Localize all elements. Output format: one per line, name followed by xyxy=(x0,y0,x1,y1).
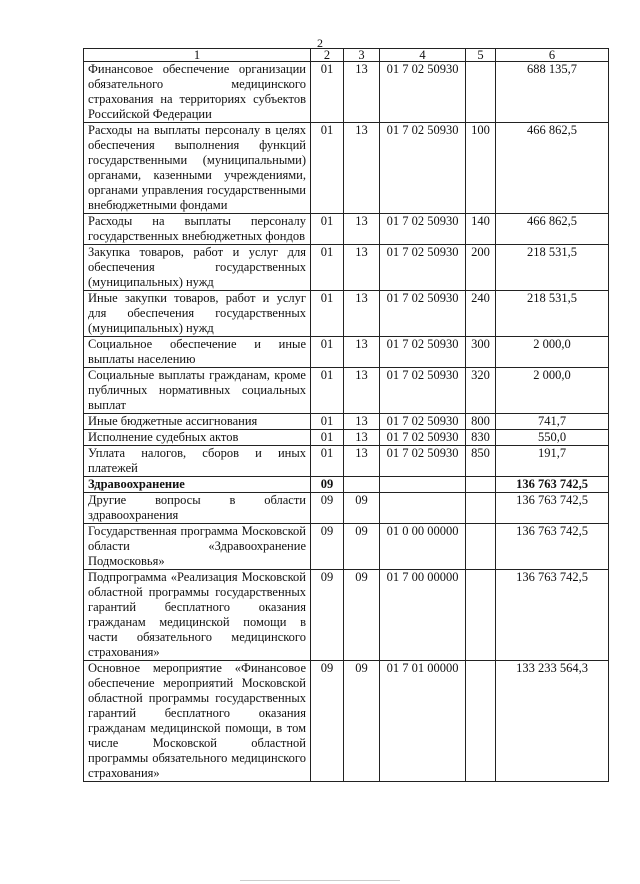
row-expense-type xyxy=(466,661,496,782)
table-row xyxy=(84,123,609,214)
row-amount: 136 763 742,5 xyxy=(496,493,609,524)
row-section: 01 xyxy=(311,414,344,430)
row-name: Закупка товаров, работ и услуг для обеспечения государственных (муниципальных) нужд xyxy=(84,245,311,291)
row-expense-type: 100 xyxy=(466,123,496,214)
row-subsection: 09 xyxy=(344,661,380,782)
row-expense-type: 850 xyxy=(466,446,496,477)
budget-table xyxy=(83,48,609,782)
row-subsection: 13 xyxy=(344,123,380,214)
row-expense-type: 320 xyxy=(466,368,496,414)
column-number-row xyxy=(84,49,609,62)
row-subsection: 13 xyxy=(344,337,380,368)
row-amount: 136 763 742,5 xyxy=(496,570,609,661)
row-name: Расходы на выплаты персоналу государственных внебюджетных фондов xyxy=(84,214,311,245)
table-row xyxy=(84,661,609,782)
table-row xyxy=(84,337,609,368)
row-expense-type: 800 xyxy=(466,414,496,430)
row-section: 01 xyxy=(311,337,344,368)
row-target-article: 01 7 02 50930 xyxy=(380,368,466,414)
row-expense-type xyxy=(466,493,496,524)
row-subsection: 13 xyxy=(344,62,380,123)
row-name: Расходы на выплаты персоналу в целях обеспечения выполнения функций государственными (муниципальными) органами, казенными учреждениями, органами управления государственными внебюджетными фондами xyxy=(84,123,311,214)
row-name: Другие вопросы в области здравоохранения xyxy=(84,493,311,524)
col-header-amount: 6 xyxy=(496,49,609,62)
row-section: 09 xyxy=(311,493,344,524)
row-subsection xyxy=(344,477,380,493)
row-name: Исполнение судебных актов xyxy=(84,430,311,446)
row-amount: 466 862,5 xyxy=(496,214,609,245)
row-amount: 688 135,7 xyxy=(496,62,609,123)
row-expense-type: 240 xyxy=(466,291,496,337)
row-name: Уплата налогов, сборов и иных платежей xyxy=(84,446,311,477)
row-section: 01 xyxy=(311,62,344,123)
row-name: Здравоохранение xyxy=(84,477,311,493)
table-row xyxy=(84,477,609,493)
row-amount: 2 000,0 xyxy=(496,337,609,368)
scan-edge-line xyxy=(240,880,400,881)
row-subsection: 09 xyxy=(344,570,380,661)
row-amount: 218 531,5 xyxy=(496,245,609,291)
row-name: Государственная программа Московской области «Здравоохранение Подмосковья» xyxy=(84,524,311,570)
row-amount: 136 763 742,5 xyxy=(496,524,609,570)
row-target-article: 01 7 00 00000 xyxy=(380,570,466,661)
table-row xyxy=(84,245,609,291)
row-section: 09 xyxy=(311,570,344,661)
col-header-expense-type: 5 xyxy=(466,49,496,62)
col-header-target-article: 4 xyxy=(380,49,466,62)
col-header-name: 1 xyxy=(84,49,311,62)
row-amount: 741,7 xyxy=(496,414,609,430)
table-row xyxy=(84,62,609,123)
table-row xyxy=(84,414,609,430)
row-target-article: 01 7 02 50930 xyxy=(380,214,466,245)
row-target-article: 01 7 01 00000 xyxy=(380,661,466,782)
table-row xyxy=(84,214,609,245)
row-expense-type xyxy=(466,570,496,661)
row-amount: 191,7 xyxy=(496,446,609,477)
table-row xyxy=(84,368,609,414)
row-section: 01 xyxy=(311,446,344,477)
table-row xyxy=(84,570,609,661)
row-section: 01 xyxy=(311,368,344,414)
row-name: Социальное обеспечение и иные выплаты населению xyxy=(84,337,311,368)
row-expense-type: 200 xyxy=(466,245,496,291)
row-amount: 133 233 564,3 xyxy=(496,661,609,782)
row-expense-type xyxy=(466,524,496,570)
row-subsection: 13 xyxy=(344,291,380,337)
row-amount: 136 763 742,5 xyxy=(496,477,609,493)
row-section: 01 xyxy=(311,123,344,214)
row-amount: 466 862,5 xyxy=(496,123,609,214)
row-expense-type: 140 xyxy=(466,214,496,245)
row-name: Подпрограмма «Реализация Московской областной программы государственных гарантий бесплатного оказания гражданам медицинской помощи в части обязательного медицинского страхования» xyxy=(84,570,311,661)
row-section: 09 xyxy=(311,661,344,782)
row-subsection: 09 xyxy=(344,493,380,524)
row-target-article: 01 7 02 50930 xyxy=(380,245,466,291)
row-target-article: 01 7 02 50930 xyxy=(380,337,466,368)
row-name: Социальные выплаты гражданам, кроме публичных нормативных социальных выплат xyxy=(84,368,311,414)
row-subsection: 13 xyxy=(344,414,380,430)
row-name: Финансовое обеспечение организации обязательного медицинского страхования на территориях субъектов Российской Федерации xyxy=(84,62,311,123)
row-section: 09 xyxy=(311,477,344,493)
col-header-subsection: 3 xyxy=(344,49,380,62)
table-row xyxy=(84,430,609,446)
row-target-article: 01 7 02 50930 xyxy=(380,446,466,477)
row-expense-type: 830 xyxy=(466,430,496,446)
row-section: 09 xyxy=(311,524,344,570)
row-target-article: 01 0 00 00000 xyxy=(380,524,466,570)
row-section: 01 xyxy=(311,245,344,291)
row-subsection: 13 xyxy=(344,214,380,245)
row-target-article: 01 7 02 50930 xyxy=(380,123,466,214)
row-name: Основное мероприятие «Финансовое обеспечение мероприятий Московской областной программы государственных гарантий бесплатного оказания гражданам медицинской помощи, в том числе Московской областной программы обязательного медицинского страхования» xyxy=(84,661,311,782)
row-subsection: 13 xyxy=(344,368,380,414)
row-expense-type: 300 xyxy=(466,337,496,368)
page-number: 2 xyxy=(317,36,323,50)
row-subsection: 09 xyxy=(344,524,380,570)
row-name: Иные закупки товаров, работ и услуг для обеспечения государственных (муниципальных) нужд xyxy=(84,291,311,337)
table-row xyxy=(84,291,609,337)
row-amount: 218 531,5 xyxy=(496,291,609,337)
row-name: Иные бюджетные ассигнования xyxy=(84,414,311,430)
row-expense-type xyxy=(466,477,496,493)
col-header-section: 2 xyxy=(311,49,344,62)
row-amount: 2 000,0 xyxy=(496,368,609,414)
row-target-article: 01 7 02 50930 xyxy=(380,62,466,123)
row-section: 01 xyxy=(311,291,344,337)
row-target-article: 01 7 02 50930 xyxy=(380,291,466,337)
row-subsection: 13 xyxy=(344,430,380,446)
table-row xyxy=(84,524,609,570)
table-row xyxy=(84,493,609,524)
row-section: 01 xyxy=(311,214,344,245)
row-subsection: 13 xyxy=(344,446,380,477)
row-target-article: 01 7 02 50930 xyxy=(380,414,466,430)
row-target-article xyxy=(380,493,466,524)
row-expense-type xyxy=(466,62,496,123)
table-row xyxy=(84,446,609,477)
row-target-article: 01 7 02 50930 xyxy=(380,430,466,446)
row-amount: 550,0 xyxy=(496,430,609,446)
row-subsection: 13 xyxy=(344,245,380,291)
row-section: 01 xyxy=(311,430,344,446)
row-target-article xyxy=(380,477,466,493)
